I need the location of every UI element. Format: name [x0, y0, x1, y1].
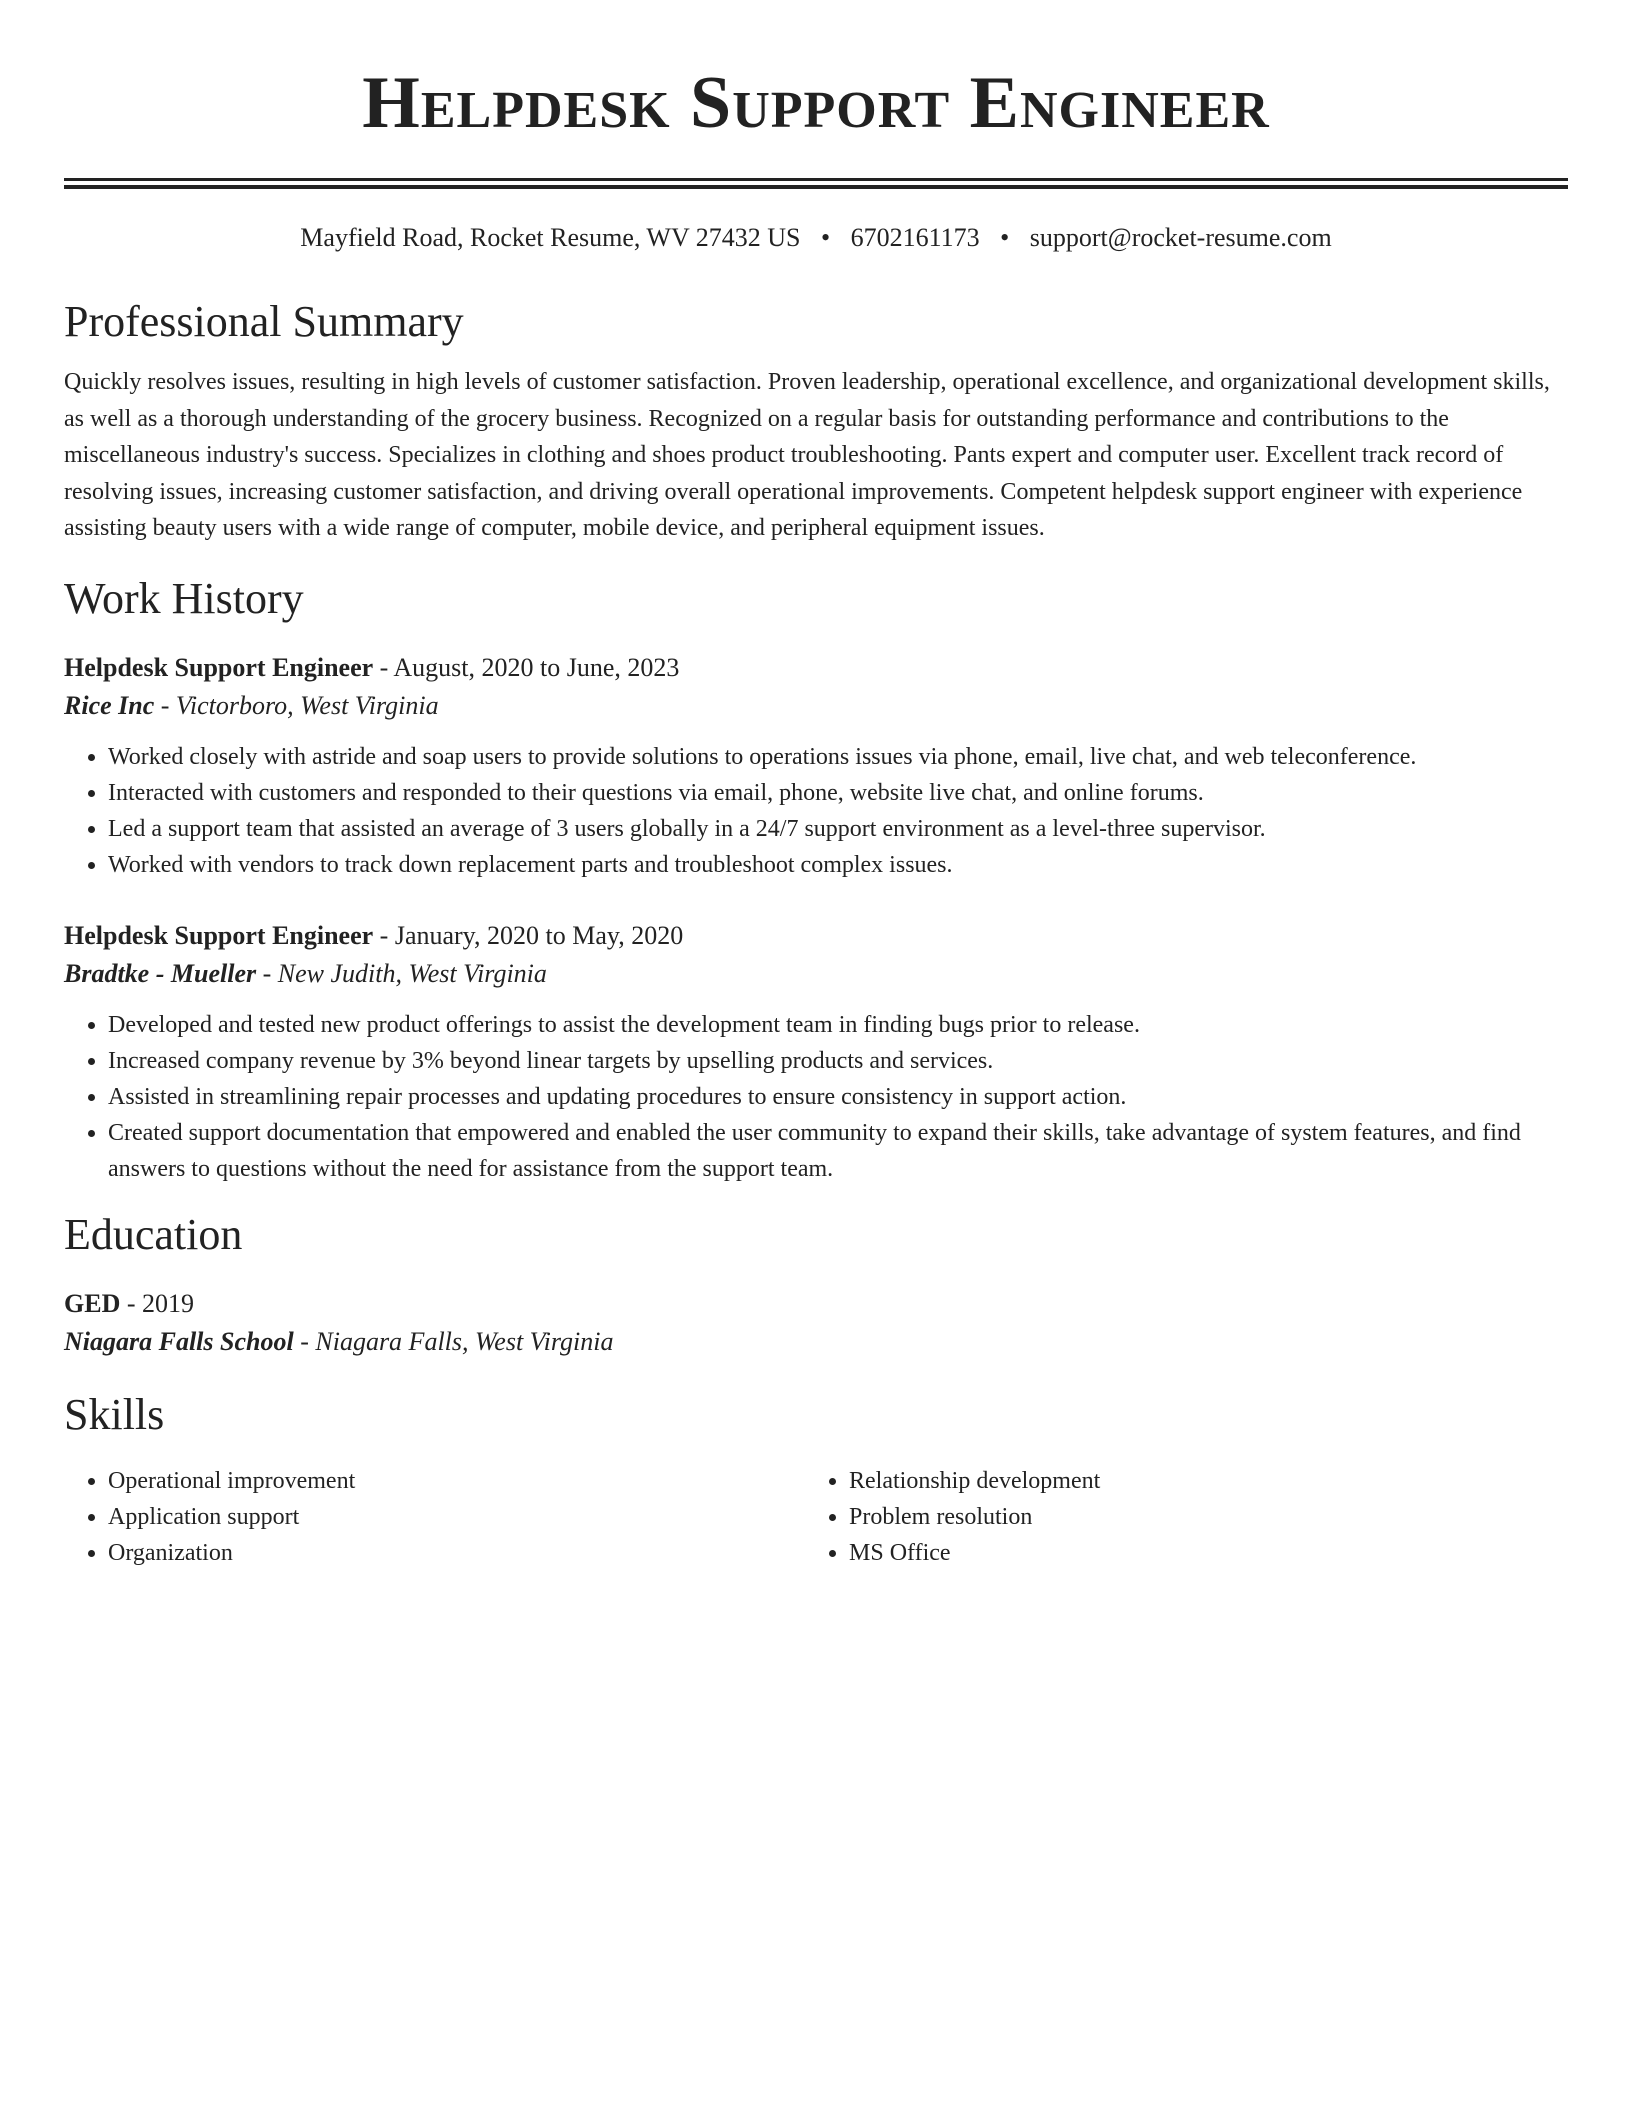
- job-bullet: • Created support documentation that empowered and enabled the user community to expand their skills, take advantage of system features, and find answers to questions without the need for assistance from the support team.: [108, 1115, 1568, 1187]
- job-location: - New Judith, West Virginia: [256, 958, 547, 988]
- job-dates: - January, 2020 to May, 2020: [373, 920, 684, 950]
- skills-column-left: [64, 1463, 805, 1571]
- education-heading: Education: [64, 1209, 243, 1259]
- education-year: - 2019: [120, 1288, 195, 1318]
- work-history-heading: Work History: [64, 573, 304, 623]
- skill-item: • Relationship development: [849, 1463, 1100, 1499]
- job-company: Bradtke - Mueller: [64, 958, 257, 988]
- contact-phone: 6702161173: [850, 223, 980, 252]
- education-school: Niagara Falls School: [64, 1326, 294, 1356]
- job-entry: [64, 649, 1568, 883]
- contact-email: support@rocket-resume.com: [1029, 223, 1332, 252]
- skill-item: • Operational improvement: [108, 1463, 805, 1499]
- job-company-line: [64, 687, 1568, 725]
- job-company-line: [64, 955, 1568, 993]
- job-bullet: • Worked with vendors to track down replacement parts and troubleshoot complex issues.: [108, 847, 1568, 883]
- contact-address: Mayfield Road, Rocket Resume, WV 27432 US: [300, 223, 801, 252]
- job-header: [64, 917, 1568, 955]
- job-bullet: • Developed and tested new product offerings to assist the development team in finding bugs prior to release.: [108, 1007, 1568, 1043]
- job-bullet: • Led a support team that assisted an average of 3 users globally in a 24/7 support environment as a level-three supervisor.: [108, 811, 1568, 847]
- skill-item: • Organization: [108, 1535, 805, 1571]
- summary-text: Quickly resolves issues, resulting in high levels of customer satisfaction. Proven leadership, operational excellence, and organizational development skills, as well as a thorough understanding of the grocery business. Recognized on a regular basis for outstanding performance and contributions to the miscellaneous industry's success. Specializes in clothing and shoes product troubleshooting. Pants expert and computer user. Excellent track record of resolving issues, increasing customer satisfaction, and driving overall operational improvements. Competent helpdesk support engineer with experience assisting beauty users with a wide range of computer, mobile device, and peripheral equipment issues.: [64, 369, 1550, 541]
- job-role: Helpdesk Support Engineer: [64, 652, 374, 682]
- education-degree: GED: [64, 1288, 121, 1318]
- job-header: [64, 649, 1568, 687]
- contact-line: [64, 222, 1568, 254]
- job-bullets: [64, 1007, 1568, 1187]
- skills-list: [64, 1463, 1568, 1571]
- skill-item: • Application support: [108, 1499, 805, 1535]
- contact-separator: •: [1000, 223, 1010, 252]
- job-bullet: • Worked closely with astride and soap users to provide solutions to operations issues via phone, email, live chat, and web teleconference.: [108, 739, 1568, 775]
- skill-item: • MS Office: [849, 1535, 1100, 1571]
- summary-heading: Professional Summary: [64, 297, 464, 346]
- education-entry: [64, 1285, 1568, 1361]
- job-location: - Victorboro, West Virginia: [154, 690, 439, 720]
- header-divider: [64, 178, 1568, 189]
- education-header: [64, 1285, 1568, 1323]
- job-bullet: • Increased company revenue by 3% beyond linear targets by upselling products and services.: [108, 1043, 1568, 1079]
- skill-item: • Problem resolution: [849, 1499, 1100, 1535]
- skills-column-right: [805, 1463, 1100, 1571]
- job-company: Rice Inc: [64, 690, 155, 720]
- job-bullet: • Assisted in streamlining repair processes and updating procedures to ensure consistency in support action.: [108, 1079, 1568, 1115]
- job-bullets: [64, 739, 1568, 883]
- job-dates: - August, 2020 to June, 2023: [373, 652, 680, 682]
- education-school-line: [64, 1323, 1568, 1361]
- job-role: Helpdesk Support Engineer: [64, 920, 374, 950]
- resume-name: Helpdesk Support Engineer: [362, 62, 1270, 144]
- skills-heading: Skills: [64, 1389, 165, 1439]
- education-location: - Niagara Falls, West Virginia: [293, 1326, 614, 1356]
- job-entry: [64, 917, 1568, 1187]
- job-bullet: • Interacted with customers and responded to their questions via email, phone, website live chat, and online forums.: [108, 775, 1568, 811]
- contact-separator: •: [821, 223, 831, 252]
